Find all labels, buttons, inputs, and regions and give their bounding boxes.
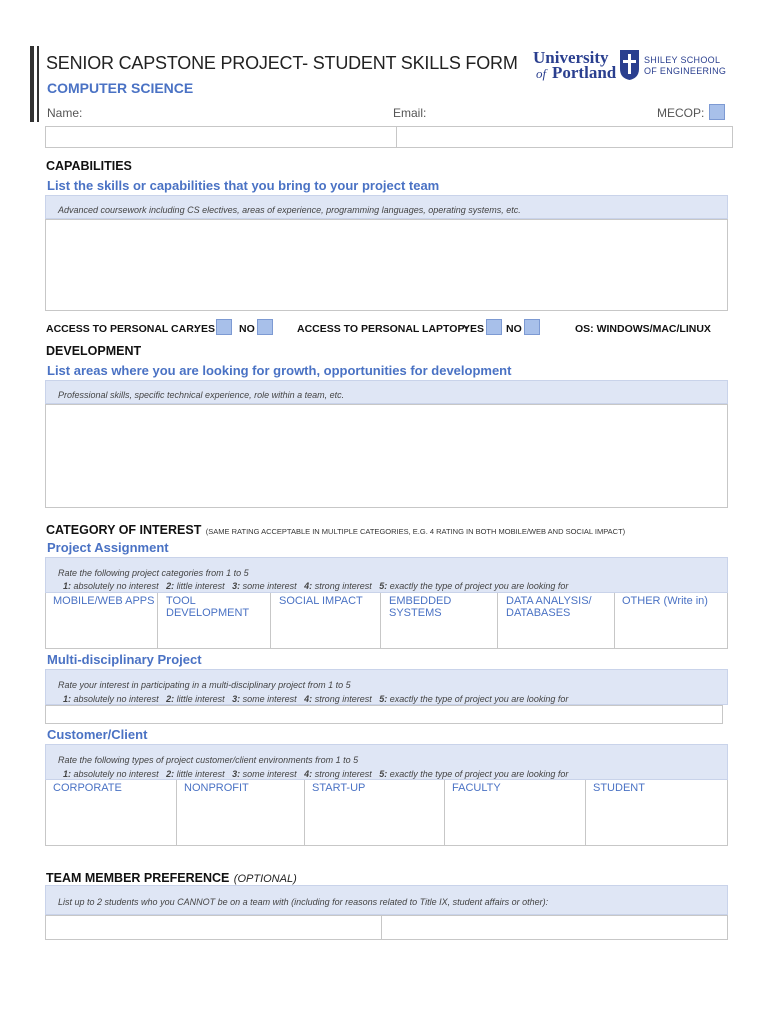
scale-number: 1: bbox=[63, 694, 74, 704]
client-label-corporate: CORPORATE bbox=[53, 782, 122, 794]
client-label-student: STUDENT bbox=[593, 782, 645, 794]
scale-text: strong interest bbox=[314, 769, 380, 779]
car-no-checkbox[interactable] bbox=[257, 319, 273, 335]
scale-text: some interest bbox=[242, 694, 305, 704]
category-label-tool: TOOL bbox=[166, 595, 196, 607]
project-assignment-scale bbox=[63, 581, 568, 591]
scale-text: absolutely no interest bbox=[73, 769, 167, 779]
development-hint-band bbox=[45, 380, 728, 404]
scale-number: 2: bbox=[166, 694, 177, 704]
scale-number: 3: bbox=[232, 694, 243, 704]
capabilities-textarea[interactable] bbox=[45, 219, 728, 311]
customer-client-scale bbox=[63, 769, 568, 779]
category-cell-embedded-systems[interactable] bbox=[380, 593, 498, 649]
client-label-startup: START-UP bbox=[312, 782, 366, 794]
project-assignment-hint-band bbox=[45, 557, 728, 593]
name-label: Name: bbox=[47, 106, 83, 120]
category-label-data-analysis: DATA ANALYSIS/ bbox=[506, 595, 592, 607]
scale-number: 2: bbox=[166, 769, 177, 779]
project-category-grid bbox=[45, 593, 728, 649]
category-label-development: DEVELOPMENT bbox=[166, 607, 250, 619]
team-preference-hint-band bbox=[45, 885, 728, 915]
development-heading: DEVELOPMENT bbox=[46, 344, 142, 358]
customer-client-heading: Customer/Client bbox=[47, 727, 148, 742]
scale-text: little interest bbox=[176, 581, 233, 591]
scale-text: absolutely no interest bbox=[73, 581, 167, 591]
scale-number: 1: bbox=[63, 581, 74, 591]
capabilities-hint: Advanced coursework including CS electives, areas of experience, programming languages, operating systems, etc. bbox=[58, 205, 521, 215]
category-label-embedded: EMBEDDED bbox=[389, 595, 452, 607]
customer-client-hint-band bbox=[45, 744, 728, 780]
logo-school-line1: SHILEY SCHOOL bbox=[644, 55, 721, 65]
scale-number: 2: bbox=[166, 581, 177, 591]
logo-of-text: of bbox=[536, 66, 547, 81]
university-logo bbox=[533, 48, 733, 84]
scale-number: 4: bbox=[304, 581, 315, 591]
laptop-no-label: NO bbox=[506, 323, 522, 335]
multi-disciplinary-scale bbox=[63, 694, 568, 704]
scale-text: exactly the type of project you are looking for bbox=[389, 694, 569, 704]
capabilities-heading: CAPABILITIES bbox=[46, 159, 132, 173]
scale-text: some interest bbox=[242, 581, 305, 591]
os-label: OS: WINDOWS/MAC/LINUX bbox=[575, 323, 711, 335]
development-subheading: List areas where you are looking for growth, opportunities for development bbox=[47, 363, 512, 378]
category-cell-mobile-web[interactable] bbox=[45, 593, 158, 649]
scale-text: strong interest bbox=[314, 581, 380, 591]
multi-disciplinary-heading: Multi-disciplinary Project bbox=[47, 652, 202, 667]
laptop-yes-checkbox[interactable] bbox=[486, 319, 502, 335]
mecop-label: MECOP: bbox=[657, 106, 705, 120]
logo-school-line2: OF ENGINEERING bbox=[644, 66, 727, 76]
project-assignment-heading: Project Assignment bbox=[47, 540, 169, 555]
name-field[interactable] bbox=[45, 126, 397, 148]
page-subtitle: COMPUTER SCIENCE bbox=[47, 80, 194, 96]
project-assignment-hint: Rate the following project categories from 1 to 5 bbox=[58, 568, 249, 578]
header-accent-bar-2 bbox=[37, 46, 39, 122]
team-preference-optional: (OPTIONAL) bbox=[233, 873, 297, 885]
development-textarea[interactable] bbox=[45, 404, 728, 508]
car-access-label: ACCESS TO PERSONAL CAR: bbox=[46, 323, 198, 335]
client-cell-startup[interactable] bbox=[304, 780, 445, 846]
category-cell-data-analysis[interactable] bbox=[497, 593, 615, 649]
header-accent-bar-1 bbox=[30, 46, 34, 122]
laptop-yes-label: YES bbox=[463, 323, 485, 335]
car-no-label: NO bbox=[239, 323, 255, 335]
team-preference-field-2[interactable] bbox=[381, 915, 728, 940]
capabilities-hint-band bbox=[45, 195, 728, 219]
laptop-access-label: ACCESS TO PERSONAL LAPTOP: bbox=[297, 323, 468, 335]
car-yes-label: YES bbox=[194, 323, 216, 335]
scale-text: strong interest bbox=[314, 694, 380, 704]
client-category-grid bbox=[45, 780, 728, 846]
logo-university-text: University bbox=[533, 48, 609, 67]
category-cell-tool-development[interactable] bbox=[157, 593, 271, 649]
logo-portland-text: Portland bbox=[552, 63, 617, 82]
client-label-nonprofit: NONPROFIT bbox=[184, 782, 249, 794]
category-cell-social-impact[interactable] bbox=[270, 593, 381, 649]
category-cell-other[interactable] bbox=[614, 593, 728, 649]
scale-text: exactly the type of project you are looking for bbox=[389, 769, 569, 779]
category-label-social-impact: SOCIAL IMPACT bbox=[279, 595, 363, 607]
scale-text: little interest bbox=[176, 694, 233, 704]
scale-number: 5: bbox=[379, 769, 390, 779]
category-label-databases: DATABASES bbox=[506, 607, 571, 619]
email-label: Email: bbox=[393, 106, 427, 120]
multi-disciplinary-hint: Rate your interest in participating in a multi-disciplinary project from 1 to 5 bbox=[58, 680, 351, 690]
capabilities-subheading: List the skills or capabilities that you bring to your project team bbox=[47, 178, 440, 193]
category-label-systems: SYSTEMS bbox=[389, 607, 442, 619]
car-yes-checkbox[interactable] bbox=[216, 319, 232, 335]
scale-text: exactly the type of project you are looking for bbox=[389, 581, 569, 591]
scale-number: 3: bbox=[232, 581, 243, 591]
multi-disciplinary-hint-band bbox=[45, 669, 728, 705]
scale-number: 1: bbox=[63, 769, 74, 779]
laptop-no-checkbox[interactable] bbox=[524, 319, 540, 335]
client-cell-faculty[interactable] bbox=[444, 780, 586, 846]
client-label-faculty: FACULTY bbox=[452, 782, 501, 794]
customer-client-hint: Rate the following types of project customer/client environments from 1 to 5 bbox=[58, 755, 359, 765]
scale-number: 3: bbox=[232, 769, 243, 779]
scale-number: 5: bbox=[379, 694, 390, 704]
email-field[interactable] bbox=[396, 126, 733, 148]
team-preference-field-1[interactable] bbox=[45, 915, 382, 940]
team-preference-hint: List up to 2 students who you CANNOT be on a team with (including for reasons related to Title IX, student affairs or other): bbox=[58, 897, 549, 907]
mecop-checkbox[interactable] bbox=[709, 104, 725, 120]
client-cell-student[interactable] bbox=[585, 780, 728, 846]
scale-text: absolutely no interest bbox=[73, 694, 167, 704]
category-heading-row bbox=[46, 521, 625, 539]
scale-number: 4: bbox=[304, 769, 315, 779]
team-preference-heading: TEAM MEMBER PREFERENCE bbox=[46, 871, 230, 885]
client-cell-nonprofit[interactable] bbox=[176, 780, 305, 846]
scale-text: little interest bbox=[176, 769, 233, 779]
page-title: SENIOR CAPSTONE PROJECT- STUDENT SKILLS FORM bbox=[46, 53, 518, 73]
category-heading: CATEGORY OF INTEREST bbox=[46, 523, 202, 537]
category-label-other: OTHER (Write in) bbox=[622, 595, 708, 607]
category-label-mobile-web: MOBILE/WEB APPS bbox=[53, 595, 155, 607]
client-cell-corporate[interactable] bbox=[45, 780, 177, 846]
development-hint: Professional skills, specific technical experience, role within a team, etc. bbox=[58, 390, 345, 400]
category-note: (SAME RATING ACCEPTABLE IN MULTIPLE CATEGORIES, E.G. 4 RATING IN BOTH MOBILE/WEB AND SOCIAL IMPACT) bbox=[205, 527, 626, 536]
scale-number: 4: bbox=[304, 694, 315, 704]
multi-disciplinary-field[interactable] bbox=[45, 705, 723, 724]
scale-number: 5: bbox=[379, 581, 390, 591]
scale-text: some interest bbox=[242, 769, 305, 779]
shield-icon bbox=[619, 49, 640, 81]
